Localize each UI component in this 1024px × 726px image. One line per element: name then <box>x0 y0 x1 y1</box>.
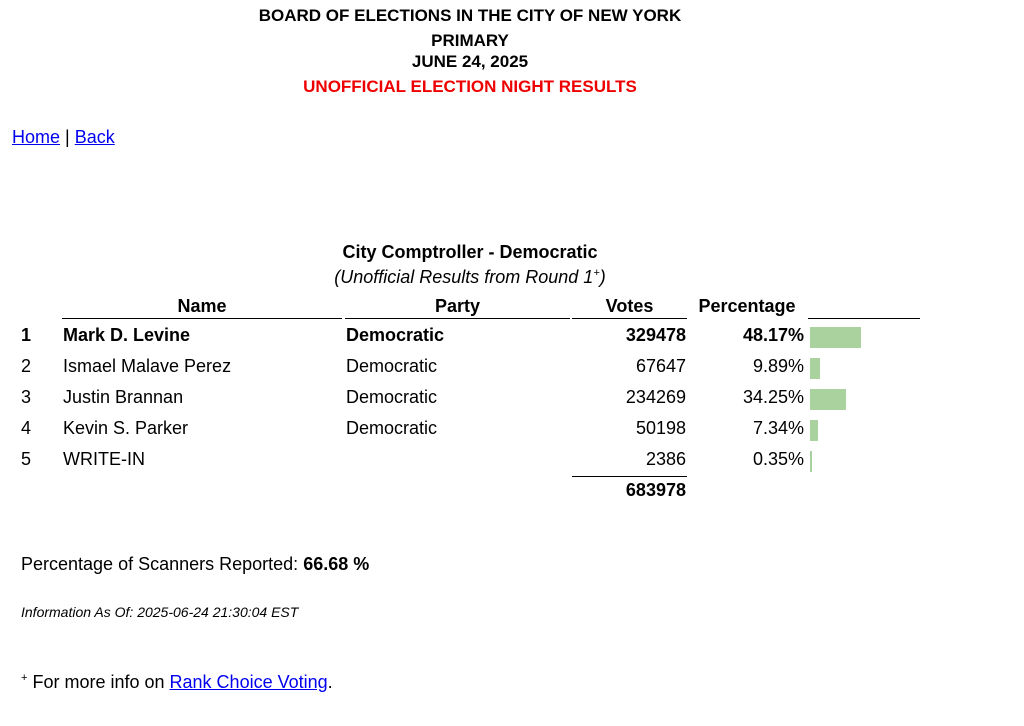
election-type: PRIMARY <box>431 31 509 50</box>
candidate-votes: 50198 <box>635 418 686 438</box>
round-note-end: ) <box>599 267 606 287</box>
candidate-votes: 2386 <box>645 449 686 469</box>
rcv-footnote <box>21 672 333 693</box>
candidate-name: Mark D. Levine <box>63 325 191 345</box>
percentage-bar <box>810 420 818 441</box>
table-row <box>0 356 1024 387</box>
rcv-mark: + <box>21 672 28 684</box>
candidate-party: Democratic <box>346 387 438 407</box>
rcv-prefix: For more info on <box>32 672 165 692</box>
candidate-name: Ismael Malave Perez <box>63 356 232 376</box>
candidate-rank: 3 <box>21 387 32 407</box>
election-date: JUNE 24, 2025 <box>411 52 529 71</box>
header-name: Name <box>177 296 227 316</box>
table-row <box>0 418 1024 449</box>
scanners-label: Percentage of Scanners Reported: <box>21 554 299 574</box>
candidate-percentage: 34.25% <box>742 387 804 407</box>
table-row <box>0 449 1024 480</box>
unofficial-banner: UNOFFICIAL ELECTION NIGHT RESULTS <box>303 77 637 96</box>
percentage-bar <box>810 358 820 379</box>
candidate-party: Democratic <box>346 356 438 376</box>
candidate-name: Kevin S. Parker <box>63 418 189 438</box>
candidate-rank: 4 <box>21 418 32 438</box>
header-votes: Votes <box>605 296 654 316</box>
candidate-name: Justin Brannan <box>63 387 184 407</box>
percentage-bar <box>810 451 812 472</box>
scanners-value: 66.68 % <box>303 554 370 574</box>
round-note-mark: + <box>593 267 600 279</box>
table-row <box>0 387 1024 418</box>
percentage-bar <box>810 389 846 410</box>
candidate-party: Democratic <box>346 325 445 345</box>
candidate-rank: 5 <box>21 449 32 469</box>
table-row <box>0 325 1024 356</box>
round-note <box>0 267 940 288</box>
candidate-votes: 329478 <box>625 325 686 345</box>
percentage-bar <box>810 327 861 348</box>
candidate-rank: 2 <box>21 356 32 376</box>
header-rule <box>572 318 687 319</box>
total-rule <box>572 476 687 477</box>
contest-title: City Comptroller - Democratic <box>342 242 598 262</box>
header-rule <box>62 318 342 319</box>
scanners-reported <box>21 554 369 575</box>
home-link[interactable]: Home <box>12 127 61 147</box>
header-rule <box>345 318 570 319</box>
header-rule <box>808 318 920 319</box>
rcv-suffix: . <box>327 672 333 692</box>
candidate-percentage: 0.35% <box>752 449 804 469</box>
nav-separator: | <box>65 127 70 147</box>
information-as-of: Information As Of: 2025-06-24 21:30:04 EST <box>21 604 299 620</box>
header-party: Party <box>434 296 481 316</box>
rank-choice-voting-link[interactable]: Rank Choice Voting <box>169 672 328 692</box>
back-link[interactable]: Back <box>74 127 115 147</box>
round-note-text: (Unofficial Results from Round 1 <box>334 267 594 287</box>
total-votes: 683978 <box>625 480 686 500</box>
candidate-percentage: 48.17% <box>742 325 804 345</box>
candidate-percentage: 7.34% <box>752 418 804 438</box>
board-title: BOARD OF ELECTIONS IN THE CITY OF NEW YORK <box>258 6 682 25</box>
candidate-party: Democratic <box>346 418 438 438</box>
candidate-votes: 67647 <box>635 356 686 376</box>
candidate-name: WRITE-IN <box>63 449 145 469</box>
candidate-votes: 234269 <box>625 387 686 407</box>
header-percentage: Percentage <box>698 296 796 316</box>
candidate-percentage: 9.89% <box>752 356 804 376</box>
nav-links <box>12 127 115 148</box>
candidate-rank: 1 <box>21 325 32 345</box>
